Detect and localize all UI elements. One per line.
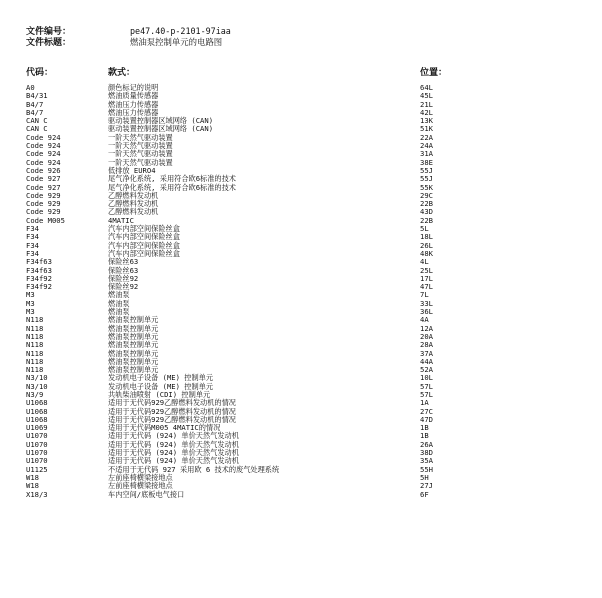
code-cell: Code 929 bbox=[26, 207, 61, 217]
position-cell: 27C bbox=[420, 406, 433, 416]
position-cell: 42L bbox=[420, 107, 433, 117]
code-cell: N3/9 bbox=[26, 389, 44, 399]
description-cell: 一阶天然气驱动装置 bbox=[108, 141, 173, 151]
table-row bbox=[0, 184, 602, 192]
code-cell: F34 bbox=[26, 240, 39, 250]
table-row bbox=[0, 449, 602, 457]
code-cell: Code 927 bbox=[26, 174, 61, 184]
description-cell: 驱动装置控制器区域网络 (CAN) bbox=[108, 124, 214, 134]
position-cell: 22B bbox=[420, 199, 433, 209]
position-cell: 4A bbox=[420, 315, 429, 325]
table-row bbox=[0, 416, 602, 424]
description-cell: 保险丝63 bbox=[108, 265, 139, 275]
column-header-position: 位置： bbox=[420, 68, 448, 78]
position-cell: 47L bbox=[420, 282, 433, 292]
description-cell: 适用于无代码 (924) 单价天然气发动机 bbox=[108, 439, 239, 449]
code-cell: B4/31 bbox=[26, 91, 48, 101]
position-cell: 38D bbox=[420, 448, 433, 458]
code-cell: CAN C bbox=[26, 116, 48, 126]
code-cell: N118 bbox=[26, 340, 44, 350]
position-cell: 13K bbox=[420, 116, 433, 126]
table-row bbox=[0, 200, 602, 208]
table-row bbox=[0, 383, 602, 391]
code-cell: U1125 bbox=[26, 464, 48, 474]
position-cell: 44A bbox=[420, 356, 433, 366]
description-cell: 燃油泵控制单元 bbox=[108, 315, 159, 325]
description-cell: 燃油泵控制单元 bbox=[108, 331, 159, 341]
code-cell: M3 bbox=[26, 298, 35, 308]
code-cell: A0 bbox=[26, 83, 35, 92]
table-row bbox=[0, 125, 602, 133]
description-cell: 燃油泵控制单元 bbox=[108, 340, 159, 350]
description-cell: 燃油泵 bbox=[108, 290, 130, 300]
code-cell: M3 bbox=[26, 307, 35, 317]
position-cell: 52A bbox=[420, 365, 433, 375]
table-row bbox=[0, 300, 602, 308]
position-cell: 25L bbox=[420, 265, 433, 275]
position-cell: 24A bbox=[420, 141, 433, 151]
code-cell: U1070 bbox=[26, 456, 48, 466]
table-row bbox=[0, 225, 602, 233]
description-cell: 燃油压力传感器 bbox=[108, 107, 159, 117]
table-row bbox=[0, 391, 602, 399]
description-cell: 适用于无代码 (924) 单价天然气发动机 bbox=[108, 431, 239, 441]
position-cell: 18L bbox=[420, 232, 433, 242]
code-cell: F34f92 bbox=[26, 273, 52, 283]
column-header-code: 代码： bbox=[26, 68, 54, 78]
table-row bbox=[0, 208, 602, 216]
code-cell: N118 bbox=[26, 315, 44, 325]
code-cell: N3/10 bbox=[26, 381, 48, 391]
description-cell: 尾气净化系统, 采用符合欧6标准的技术 bbox=[108, 174, 236, 184]
table-row bbox=[0, 333, 602, 341]
description-cell: 一阶天然气驱动装置 bbox=[108, 157, 173, 167]
table-row bbox=[0, 242, 602, 250]
position-cell: 36L bbox=[420, 307, 433, 317]
description-cell: 汽车内部空间保险丝盒 bbox=[108, 248, 180, 258]
table-row bbox=[0, 374, 602, 382]
description-cell: 颜色标记的说明 bbox=[108, 83, 159, 92]
table-row bbox=[0, 482, 602, 490]
position-cell: 55K bbox=[420, 182, 433, 192]
code-cell: M3 bbox=[26, 290, 35, 300]
description-cell: 燃油泵控制单元 bbox=[108, 365, 159, 375]
description-cell: 汽车内部空间保险丝盒 bbox=[108, 232, 180, 242]
table-row bbox=[0, 283, 602, 291]
position-cell: 55J bbox=[420, 165, 433, 175]
position-cell: 12A bbox=[420, 323, 433, 333]
table-row bbox=[0, 159, 602, 167]
table-row bbox=[0, 142, 602, 150]
code-cell: CAN C bbox=[26, 124, 48, 134]
doc-title-label: 文件标题： bbox=[26, 38, 72, 48]
position-cell: 57L bbox=[420, 381, 433, 391]
table-row bbox=[0, 92, 602, 100]
description-cell: 适用于无代码929乙醇燃料发动机的情况 bbox=[108, 406, 236, 416]
table-row bbox=[0, 134, 602, 142]
doc-number-value: pe47.40-p-2101-97iaa bbox=[130, 26, 231, 36]
description-cell: 保险丝63 bbox=[108, 257, 139, 267]
description-cell: 一阶天然气驱动装置 bbox=[108, 149, 173, 159]
table-row bbox=[0, 167, 602, 175]
description-cell: 适用于无代码 (924) 单价天然气发动机 bbox=[108, 448, 239, 458]
code-cell: Code M005 bbox=[26, 215, 65, 225]
description-cell: 燃油压力传感器 bbox=[108, 99, 159, 109]
table-row bbox=[0, 217, 602, 225]
position-cell: 51K bbox=[420, 124, 433, 134]
code-cell: F34 bbox=[26, 248, 39, 258]
position-cell: 37A bbox=[420, 348, 433, 358]
position-cell: 64L bbox=[420, 83, 433, 92]
description-cell: 燃油质量传感器 bbox=[108, 91, 159, 101]
code-cell: B4/7 bbox=[26, 107, 44, 117]
position-cell: 5H bbox=[420, 472, 429, 482]
description-cell: 汽车内部空间保险丝盒 bbox=[108, 240, 180, 250]
code-cell: F34 bbox=[26, 224, 39, 234]
code-cell: N118 bbox=[26, 331, 44, 341]
position-cell: 55H bbox=[420, 464, 433, 474]
code-cell: Code 924 bbox=[26, 132, 61, 142]
description-cell: 保险丝92 bbox=[108, 273, 139, 283]
position-cell: 21L bbox=[420, 99, 433, 109]
code-cell: Code 929 bbox=[26, 199, 61, 209]
table-row bbox=[0, 441, 602, 449]
description-cell: 不适用于无代码 927 采用欧 6 技术的废气处理系统 bbox=[108, 464, 280, 474]
position-cell: 22A bbox=[420, 132, 433, 142]
code-cell: U1068 bbox=[26, 414, 48, 424]
position-cell: 28A bbox=[420, 340, 433, 350]
position-cell: 1A bbox=[420, 398, 429, 408]
table-row bbox=[0, 424, 602, 432]
position-cell: 20A bbox=[420, 331, 433, 341]
description-cell: 车内空间/底板电气接口 bbox=[108, 489, 185, 499]
description-cell: 适用于无代码929乙醇燃料发动机的情况 bbox=[108, 398, 236, 408]
position-cell: 57L bbox=[420, 389, 433, 399]
position-cell: 1B bbox=[420, 431, 429, 441]
description-cell: 尾气净化系统, 采用符合欧6标准的技术 bbox=[108, 182, 236, 192]
code-cell: U1068 bbox=[26, 406, 48, 416]
position-cell: 17L bbox=[420, 273, 433, 283]
description-cell: 乙醇燃料发动机 bbox=[108, 199, 159, 209]
code-cell: U1070 bbox=[26, 448, 48, 458]
position-cell: 38E bbox=[420, 157, 433, 167]
position-cell: 55J bbox=[420, 174, 433, 184]
component-table bbox=[0, 84, 602, 499]
code-cell: U1070 bbox=[26, 439, 48, 449]
table-row bbox=[0, 474, 602, 482]
description-cell: 驱动装置控制器区域网络 (CAN) bbox=[108, 116, 214, 126]
position-cell: 48K bbox=[420, 248, 433, 258]
table-row bbox=[0, 84, 602, 92]
description-cell: 发动机电子设备 (ME) 控制单元 bbox=[108, 381, 214, 391]
column-header-description: 款式： bbox=[108, 68, 136, 78]
description-cell: 发动机电子设备 (ME) 控制单元 bbox=[108, 373, 214, 383]
code-cell: N118 bbox=[26, 323, 44, 333]
table-row bbox=[0, 316, 602, 324]
table-row bbox=[0, 150, 602, 158]
table-row bbox=[0, 358, 602, 366]
table-row bbox=[0, 491, 602, 499]
code-cell: Code 927 bbox=[26, 182, 61, 192]
description-cell: 乙醇燃料发动机 bbox=[108, 190, 159, 200]
code-cell: F34f63 bbox=[26, 257, 52, 267]
table-row bbox=[0, 258, 602, 266]
table-row bbox=[0, 366, 602, 374]
table-row bbox=[0, 432, 602, 440]
description-cell: 燃油泵控制单元 bbox=[108, 348, 159, 358]
description-cell: 燃油泵控制单元 bbox=[108, 356, 159, 366]
code-cell: Code 926 bbox=[26, 165, 61, 175]
table-row bbox=[0, 341, 602, 349]
code-cell: N118 bbox=[26, 348, 44, 358]
position-cell: 31A bbox=[420, 149, 433, 159]
description-cell: 保险丝92 bbox=[108, 282, 139, 292]
position-cell: 10L bbox=[420, 373, 433, 383]
position-cell: 29C bbox=[420, 190, 433, 200]
code-cell: Code 924 bbox=[26, 141, 61, 151]
description-cell: 汽车内部空间保险丝盒 bbox=[108, 224, 180, 234]
code-cell: X18/3 bbox=[26, 489, 48, 499]
position-cell: 5L bbox=[420, 224, 429, 234]
position-cell: 26A bbox=[420, 439, 433, 449]
code-cell: F34 bbox=[26, 232, 39, 242]
description-cell: 乙醇燃料发动机 bbox=[108, 207, 159, 217]
table-row bbox=[0, 408, 602, 416]
code-cell: W18 bbox=[26, 481, 39, 491]
description-cell: 左前座椅横梁接地点 bbox=[108, 481, 173, 491]
position-cell: 33L bbox=[420, 298, 433, 308]
description-cell: 低排放 EURO4 bbox=[108, 165, 156, 175]
code-cell: B4/7 bbox=[26, 99, 44, 109]
table-row bbox=[0, 175, 602, 183]
table-row bbox=[0, 109, 602, 117]
position-cell: 6F bbox=[420, 489, 429, 499]
description-cell: 共轨柴油喷射 (CDI) 控制单元 bbox=[108, 389, 211, 399]
table-row bbox=[0, 399, 602, 407]
description-cell: 燃油泵 bbox=[108, 307, 130, 317]
doc-number-label: 文件编号： bbox=[26, 27, 72, 37]
code-cell: F34f63 bbox=[26, 265, 52, 275]
code-cell: U1068 bbox=[26, 398, 48, 408]
code-cell: Code 924 bbox=[26, 149, 61, 159]
description-cell: 左前座椅横梁接地点 bbox=[108, 472, 173, 482]
code-cell: F34f92 bbox=[26, 282, 52, 292]
table-row bbox=[0, 117, 602, 125]
position-cell: 35A bbox=[420, 456, 433, 466]
table-row bbox=[0, 267, 602, 275]
table-row bbox=[0, 192, 602, 200]
code-cell: U1069 bbox=[26, 423, 48, 433]
table-row bbox=[0, 466, 602, 474]
table-row bbox=[0, 325, 602, 333]
code-cell: N118 bbox=[26, 365, 44, 375]
code-cell: N118 bbox=[26, 356, 44, 366]
description-cell: 燃油泵控制单元 bbox=[108, 323, 159, 333]
position-cell: 22B bbox=[420, 215, 433, 225]
doc-title-line bbox=[26, 37, 223, 49]
table-row bbox=[0, 250, 602, 258]
table-row bbox=[0, 457, 602, 465]
description-cell: 适用于无代码929乙醇燃料发动机的情况 bbox=[108, 414, 236, 424]
table-row bbox=[0, 308, 602, 316]
code-cell: Code 929 bbox=[26, 190, 61, 200]
position-cell: 4L bbox=[420, 257, 429, 267]
table-row bbox=[0, 291, 602, 299]
code-cell: W18 bbox=[26, 472, 39, 482]
code-cell: Code 924 bbox=[26, 157, 61, 167]
description-cell: 一阶天然气驱动装置 bbox=[108, 132, 173, 142]
description-cell: 适用于无代码 (924) 单价天然气发动机 bbox=[108, 456, 239, 466]
description-cell: 燃油泵 bbox=[108, 298, 130, 308]
code-cell: U1070 bbox=[26, 431, 48, 441]
position-cell: 43D bbox=[420, 207, 433, 217]
position-cell: 27J bbox=[420, 481, 433, 491]
table-row bbox=[0, 233, 602, 241]
description-cell: 4MATIC bbox=[108, 215, 134, 225]
table-row bbox=[0, 101, 602, 109]
table-row bbox=[0, 275, 602, 283]
table-row bbox=[0, 350, 602, 358]
position-cell: 26L bbox=[420, 240, 433, 250]
description-cell: 适用于无代码M005 4MATIC的情况 bbox=[108, 423, 221, 433]
position-cell: 1B bbox=[420, 423, 429, 433]
position-cell: 47D bbox=[420, 414, 433, 424]
position-cell: 45L bbox=[420, 91, 433, 101]
code-cell: N3/10 bbox=[26, 373, 48, 383]
doc-title-value: 燃油泵控制单元的电路图 bbox=[130, 37, 223, 47]
position-cell: 7L bbox=[420, 290, 429, 300]
